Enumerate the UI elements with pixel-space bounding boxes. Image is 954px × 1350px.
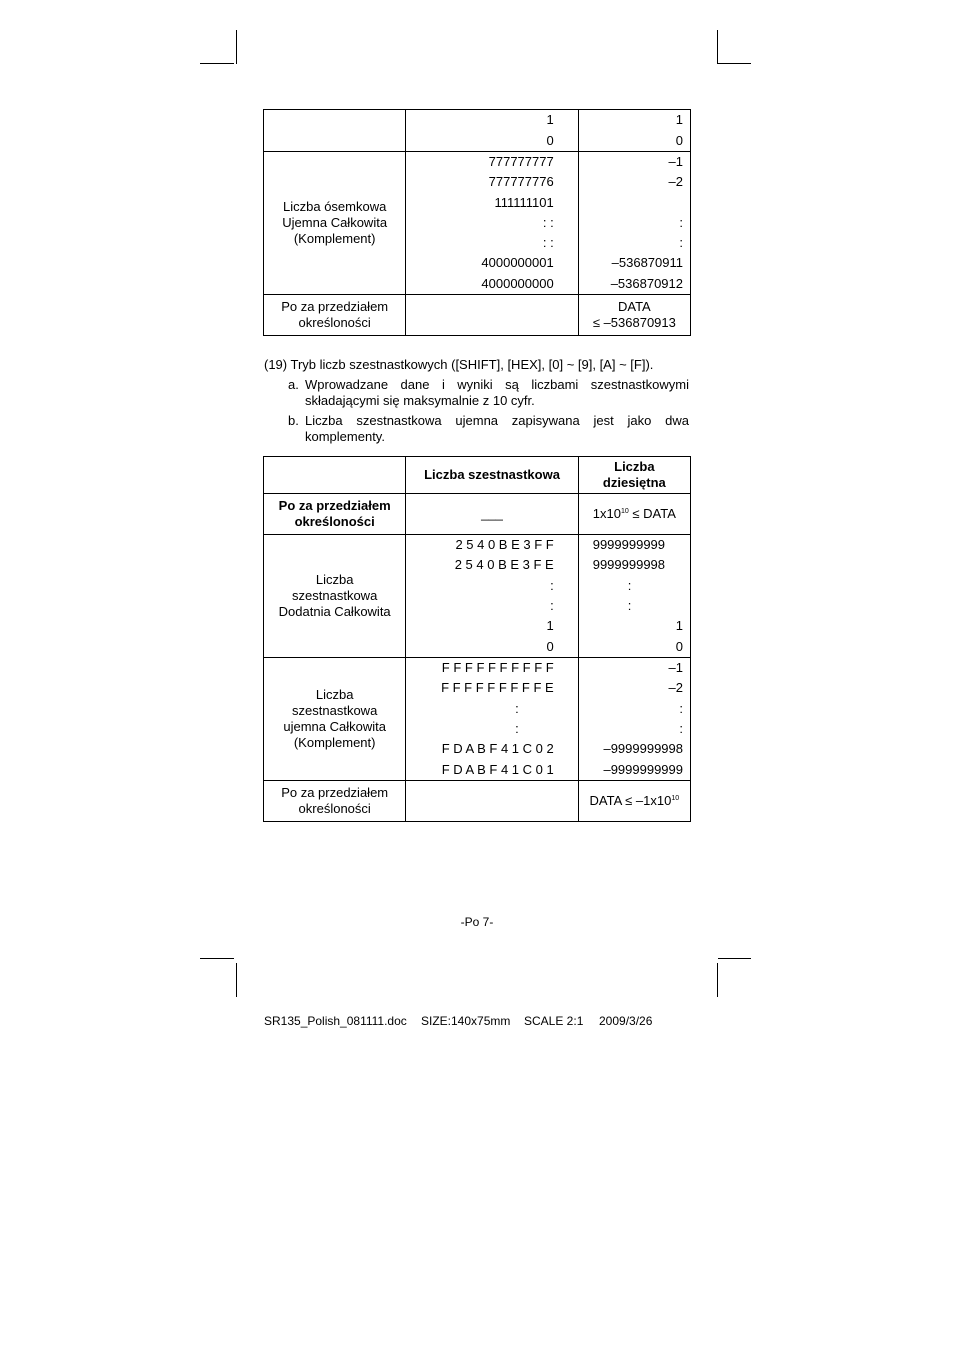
footer-date: 2009/3/26 bbox=[599, 1014, 653, 1028]
dec-cell: DATA ≤ –536870913 bbox=[578, 295, 690, 336]
table-row bbox=[264, 152, 691, 295]
dec-cell: 9999999999 9999999998 : : 1 0 bbox=[578, 535, 690, 658]
row-label: Liczba szestnastkowa Dodatnia Całkowita bbox=[264, 535, 406, 658]
dec-cell: DATA ≤ $-1x10^{10}$ bbox=[578, 781, 690, 822]
crop-mark bbox=[718, 958, 751, 959]
row-label: Liczba szestnastkowa ujemna Całkowita (Komplement) bbox=[264, 658, 406, 781]
list-item: a. Wprowadzane dane i wyniki są liczbami szestnastkowymi składającymi się maksymalnie z 10 cyfr. bbox=[288, 377, 689, 408]
hex-cell: 1 0 bbox=[406, 110, 578, 152]
dec-cell: $1x10^{10}$ ≤ DATA bbox=[578, 494, 690, 535]
hex-cell: ___ bbox=[406, 494, 578, 535]
crop-mark bbox=[200, 63, 234, 64]
crop-mark bbox=[717, 963, 718, 997]
footer-file: SR135_Polish_081111.doc bbox=[264, 1014, 407, 1028]
octal-range-table bbox=[263, 109, 691, 336]
hex-cell: 777777777 777777776 111111101 : : : : 4000000001 4000000000 bbox=[406, 152, 578, 295]
page-number: -Po 7- bbox=[460, 915, 494, 929]
crop-mark bbox=[717, 30, 718, 64]
table-header-row bbox=[264, 457, 691, 494]
crop-mark bbox=[718, 63, 751, 64]
dec-cell: –1 –2 : : –536870911 –536870912 bbox=[578, 152, 690, 295]
table-row bbox=[264, 295, 691, 336]
table-row bbox=[264, 494, 691, 535]
table-row bbox=[264, 781, 691, 822]
list-item: b. Liczba szestnastkowa ujemna zapisywana jest jako dwa komplementy. bbox=[288, 413, 689, 444]
hex-cell: 2 5 4 0 B E 3 F F 2 5 4 0 B E 3 F E : : 1 0 bbox=[406, 535, 578, 658]
dec-cell: –1 –2 : : –9999999998 –9999999999 bbox=[578, 658, 690, 781]
header-dec: Liczba dziesiętna bbox=[578, 457, 690, 494]
crop-mark bbox=[200, 958, 234, 959]
row-label: Po za przedziałem określoności bbox=[264, 494, 406, 535]
footer-size: SIZE:140x75mm bbox=[421, 1014, 511, 1028]
table-row bbox=[264, 535, 691, 658]
header-hex: Liczba szestnastkowa bbox=[406, 457, 578, 494]
dec-cell: 1 0 bbox=[578, 110, 690, 152]
crop-mark bbox=[236, 30, 237, 64]
hex-range-table bbox=[263, 456, 691, 822]
row-label: Po za przedziałem określoności bbox=[264, 781, 406, 822]
row-label bbox=[264, 110, 406, 152]
table-row bbox=[264, 110, 691, 152]
table-row bbox=[264, 658, 691, 781]
row-label: Po za przedziałem określoności bbox=[264, 295, 406, 336]
hex-cell: F F F F F F F F F F F F F F F F F F F E : : F D A B F 4 1 C 0 2 F D A B F 4 1 C 0 1 bbox=[406, 658, 578, 781]
header-blank bbox=[264, 457, 406, 494]
crop-mark bbox=[236, 963, 237, 997]
hex-cell bbox=[406, 295, 578, 336]
row-label: Liczba ósemkowa Ujemna Całkowita (Komplement) bbox=[264, 152, 406, 295]
hex-cell bbox=[406, 781, 578, 822]
section-heading: (19) Tryb liczb szestnastkowych ([SHIFT], [HEX], [0] ~ [9], [A] ~ [F]). bbox=[264, 357, 654, 372]
footer-scale: SCALE 2:1 bbox=[524, 1014, 584, 1028]
